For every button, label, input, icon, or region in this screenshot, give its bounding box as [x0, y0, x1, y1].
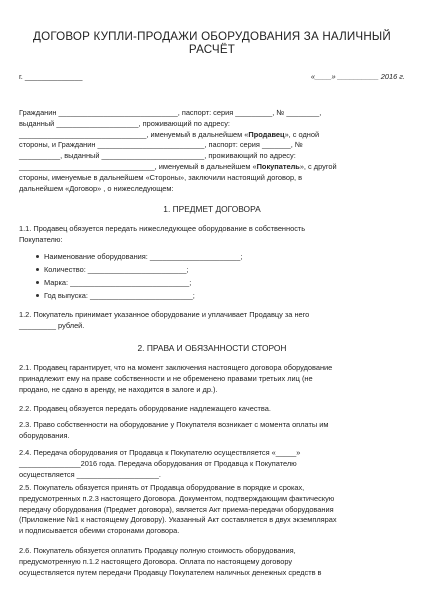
buyer-term: Покупатель [256, 161, 300, 171]
preamble-line: __________, выданный _________________________, проживающий по адресу: [19, 151, 296, 161]
section-1-heading: 1. ПРЕДМЕТ ДОГОВОРА [163, 204, 261, 214]
document-title [20, 30, 404, 56]
seller-term: Продавец [248, 129, 285, 139]
preamble-line: _________________________________, именуемый в дальнейшем «Покупатель», с другой [19, 161, 337, 171]
bullet-item: Наименование оборудования: ______________________; [36, 252, 242, 262]
date-field: «____» __________ 2016 г. [310, 72, 405, 81]
section-2-heading: 2. ПРАВА И ОБЯЗАННОСТИ СТОРОН [137, 343, 287, 353]
clause-2-1: 2.1. Продавец гарантирует, что на момент заключения настоящего договора оборудование принадлежит ему на праве собственности и не обременено правами третьих лиц (не продано, не сдано в аренду, не находится в залоге и др.). [19, 363, 333, 394]
preamble-line: _______________________________, именуемый в дальнейшем «Продавец», с одной [19, 129, 320, 139]
bullet-item: Количество: ________________________; [36, 265, 189, 275]
clause-2-3: 2.3. Право собственности на оборудование у Покупателя возникает с момента оплаты им оборудования. [19, 420, 329, 440]
title-line-1: ДОГОВОР КУПЛИ-ПРОДАЖИ ОБОРУДОВАНИЯ ЗА НАЛИЧНЫЙ [33, 30, 391, 43]
preamble-line: выданный ____________________, проживающий по адресу: [19, 118, 230, 128]
preamble-line: Гражданин _____________________________, паспорт: серия _________, № ________, [19, 108, 322, 117]
bullet-item: Марка: _____________________________; [36, 278, 191, 288]
city-field: г. ______________ [19, 72, 83, 81]
preamble-line: дальнейшем «Договор» , о нижеследующем: [19, 183, 174, 193]
clause-1-2: 1.2. Покупатель принимает указанное оборудование и уплачивает Продавцу за него _________ рублей. [19, 310, 310, 330]
title-line-2: РАСЧЁТ [188, 43, 236, 56]
bullet-item: Год выпуска: _________________________; [36, 291, 195, 301]
clause-2-2: 2.2. Продавец обязуется передать оборудование надлежащего качества. [19, 404, 271, 413]
clause-2-4: 2.4. Передача оборудования от Продавца к Покупателю осуществляется «_____» _______________2016 года. Передача оборудования от Продавца к Покупателю осуществляется ____________________. [19, 448, 301, 479]
preamble [19, 108, 411, 194]
clause-2-5: 2.5. Покупатель обязуется принять от Продавца оборудование в порядке и сроках, предусмотренных п.2.3 настоящего Договора. Документом, подтверждающим фактическую передачу оборудования (Предмет договора), является Акт приема-передачи оборудования (Приложение №1 к настоящему Договору). Указанный Акт составляется в двух экземплярах и подписывается обеими сторонами договора. [19, 483, 337, 536]
clause-2-6: 2.6. Покупатель обязуется оплатить Продавцу полную стоимость оборудования, предусмотренную п.1.2 настоящего Договора. Оплата по настоящему договору осуществляется путем передачи Продавцу Покупателем наличных денежных средств в [19, 546, 322, 577]
preamble-line: стороны, именуемые в дальнейшем «Стороны», заключили настоящий договор, в [19, 172, 303, 182]
clause-1-1: 1.1. Продавец обязуется передать нижеследующее оборудование в собственность Покупателю: [19, 224, 306, 244]
preamble-line: стороны, и Гражданин __________________________, паспорт: серия _______, № [19, 140, 303, 150]
